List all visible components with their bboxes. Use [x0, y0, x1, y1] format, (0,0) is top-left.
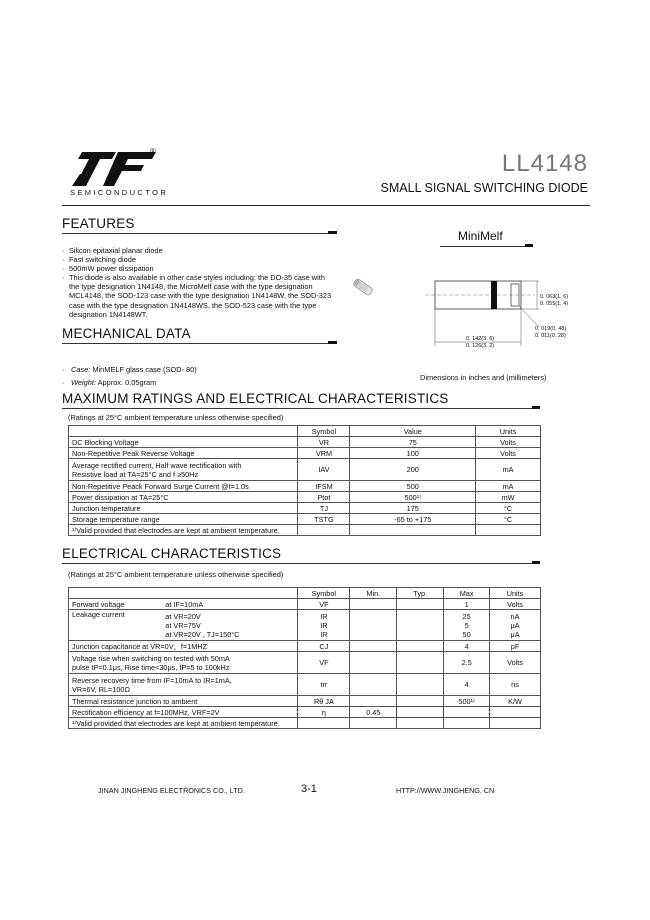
- features-underline: [62, 233, 337, 234]
- typ-cell: [397, 707, 444, 718]
- table-row: [69, 459, 541, 481]
- symbol-line: IR: [320, 629, 328, 639]
- value-cell: -65 to +175: [350, 514, 476, 525]
- table-row: [69, 437, 541, 448]
- unit-line: nA: [510, 611, 520, 621]
- unit-cell: Volts: [476, 437, 541, 448]
- max-ratings-underline: [62, 408, 540, 409]
- unit-cell: K/W: [490, 696, 541, 707]
- param-cell: Power dissipation at TA=25°C: [69, 492, 298, 503]
- symbol-cell: VRM: [298, 448, 350, 459]
- min-cell: [350, 610, 397, 641]
- param-cell: Junction temperature: [69, 503, 298, 514]
- table-row: [69, 707, 541, 718]
- param-line: Resistive load at TA=25°C and f ≥50Hz: [72, 469, 199, 479]
- param-cell: Thermal resistance junction to ambient: [69, 696, 298, 707]
- empty-cell: [397, 718, 444, 729]
- param-cell: Storage temperature range: [69, 514, 298, 525]
- symbol-cell: η: [298, 707, 350, 718]
- param-cell: Non-Repetitive Peack Forward Surge Current @t=1.0s: [69, 481, 298, 492]
- param-cell: [69, 652, 298, 674]
- unit-line: μA: [510, 629, 520, 639]
- unit-cell: °C: [476, 514, 541, 525]
- list-item: · This diode is also available in other case styles including: the DO-35 case with the type designation 1N4148, the MicroMelf case with the type designation MCL4148, the SOD-123 case with the type designation 1N4148W, the SOD-323 case with the type designation 1N4148WS, the SOD-523 case with the type designation 1N4148WT.: [62, 273, 332, 318]
- diode-photo: [348, 272, 378, 302]
- max-line: 50: [462, 629, 471, 639]
- param-line: pulse tP=0.1μs, Rise time<30μs, fP=5 to 100kHz: [72, 662, 230, 672]
- param-cell: Forward voltage: [69, 599, 163, 610]
- brand-text: SEMICONDUCTOR: [70, 188, 169, 197]
- max-cell: 500¹⁾: [444, 696, 490, 707]
- case-label: Case:: [71, 365, 91, 374]
- value-cell: 200: [350, 459, 476, 481]
- typ-cell: [397, 610, 444, 641]
- part-number: LL4148: [501, 150, 588, 177]
- param-line: Reverse recovery time from IF=10mA to IR=1mA,: [72, 675, 232, 685]
- symbol-cell: VF: [298, 599, 350, 610]
- table-row: [69, 610, 541, 641]
- table-header: Min.: [350, 588, 397, 599]
- table-row: [69, 492, 541, 503]
- dim-terminal: [535, 326, 566, 339]
- symbol-cell: IFSM: [298, 481, 350, 492]
- max-ratings-table: [68, 425, 541, 536]
- param-cell: [69, 459, 298, 481]
- table-row: [69, 599, 541, 610]
- unit-cell: ns: [490, 674, 541, 696]
- unit-cell: °C: [476, 503, 541, 514]
- value-cell: 100: [350, 448, 476, 459]
- weight-label: Weight:: [71, 377, 96, 387]
- min-cell: [350, 696, 397, 707]
- features-title: FEATURES: [62, 216, 135, 231]
- max-cell: 1: [444, 599, 490, 610]
- package-name: MiniMelf: [458, 229, 503, 243]
- symbol-line: IR: [320, 611, 328, 621]
- weight-value: Approx. 0.05gram: [97, 377, 157, 387]
- table-footnote-row: [69, 525, 541, 536]
- param-cell: DC Blocking Voltage: [69, 437, 298, 448]
- dim-length: [466, 336, 494, 349]
- list-item: · Silicon epitaxial planar diode: [62, 246, 332, 255]
- empty-cell: [490, 718, 541, 729]
- condition-cell: at IF=10mA: [162, 599, 298, 610]
- value-cell: 75: [350, 437, 476, 448]
- footer-company: JINAN JINGHENG ELECTRONICS CO., LTD.: [98, 786, 245, 795]
- symbol-cell: VR: [298, 437, 350, 448]
- dim-terminal-min: 0. 011(0. 28): [535, 332, 566, 339]
- symbol-cell: TSTG: [298, 514, 350, 525]
- param-cell: Non-Repetitive Peak Reverse Voltage: [69, 448, 298, 459]
- max-line: 25: [462, 611, 471, 621]
- param-cell: Rectification efficiency at f=100MHz, VRF=2V: [69, 707, 298, 718]
- table-row: [69, 448, 541, 459]
- symbol-cell: trr: [298, 674, 350, 696]
- header-divider: [62, 205, 590, 206]
- table-row: [69, 696, 541, 707]
- dim-diameter: [540, 294, 568, 307]
- unit-cell: [490, 707, 541, 718]
- table-header: Units: [476, 426, 541, 437]
- table-header: Typ.: [397, 588, 444, 599]
- features-underline-mark: [328, 231, 337, 234]
- dimension-note: Dimensions in inches and (millimeters): [420, 373, 547, 382]
- table-row: [69, 514, 541, 525]
- table-footnote-row: [69, 718, 541, 729]
- max-line: 5: [464, 620, 469, 630]
- unit-cell: mA: [476, 481, 541, 492]
- mechanical-underline: [62, 343, 337, 344]
- weight-line: [62, 377, 197, 390]
- max-ratings-note: (Ratings at 25°C ambient temperature unless otherwise specified): [68, 413, 284, 422]
- unit-cell: Volts: [476, 448, 541, 459]
- symbol-cell: VF: [298, 652, 350, 674]
- max-cell: [444, 610, 490, 641]
- table-row: [69, 674, 541, 696]
- registered-mark: ®: [150, 147, 156, 156]
- table-header-row: [69, 426, 541, 437]
- jingheng-logo: [72, 152, 156, 186]
- condition-line: at VR=75V: [165, 620, 201, 630]
- table-header-param: [69, 588, 298, 599]
- param-line: Voltage rise when switching on tested with 50mA: [72, 653, 230, 663]
- page-subtitle: SMALL SIGNAL SWITCHING DIODE: [380, 181, 588, 195]
- param-line: Average rectified current, Half wave rectification with: [72, 460, 242, 470]
- table-row: [69, 641, 541, 652]
- empty-cell: [476, 525, 541, 536]
- electrical-note: (Ratings at 25°C ambient temperature unless otherwise specified): [68, 570, 284, 579]
- min-cell: [350, 652, 397, 674]
- footnote-cell: ¹⁾Valid provided that electrodes are kept at ambient temperature.: [69, 718, 298, 729]
- unit-cell: [490, 610, 541, 641]
- features-list: [62, 246, 332, 319]
- typ-cell: [397, 599, 444, 610]
- table-row: [69, 503, 541, 514]
- electrical-table: [68, 587, 541, 729]
- max-cell: 4: [444, 641, 490, 652]
- param-line: VR=6V, RL=100Ω: [72, 684, 130, 694]
- table-header-param: [69, 426, 298, 437]
- max-ratings-title: MAXIMUM RATINGS AND ELECTRICAL CHARACTERISTICS: [62, 391, 449, 406]
- table-row: [69, 481, 541, 492]
- unit-cell: Volts: [490, 599, 541, 610]
- empty-cell: [298, 525, 350, 536]
- unit-cell: mW: [476, 492, 541, 503]
- electrical-title: ELECTRICAL CHARACTERISTICS: [62, 546, 282, 561]
- max-cell: [444, 707, 490, 718]
- typ-cell: [397, 641, 444, 652]
- min-cell: 0.45: [350, 707, 397, 718]
- symbol-cell: TJ: [298, 503, 350, 514]
- unit-line: μA: [510, 620, 520, 630]
- typ-cell: [397, 652, 444, 674]
- min-cell: [350, 641, 397, 652]
- value-cell: 500: [350, 481, 476, 492]
- value-cell: 500¹⁾: [350, 492, 476, 503]
- empty-cell: [298, 718, 350, 729]
- case-value: MinMELF glass case (SOD- 80): [92, 365, 197, 374]
- dim-terminal-max: 0. 019(0. 48): [535, 326, 567, 332]
- param-cell: Junction capacitance at VR=0V，f=1MHZ: [69, 641, 298, 652]
- symbol-cell: IAV: [298, 459, 350, 481]
- table-row: [69, 652, 541, 674]
- list-item: · Fast switching diode: [62, 255, 332, 264]
- mechanical-data: [62, 364, 197, 389]
- unit-cell: mA: [476, 459, 541, 481]
- empty-cell: [444, 718, 490, 729]
- dim-diameter-min: 0. 055(1. 4): [540, 300, 569, 307]
- electrical-underline: [62, 563, 540, 564]
- max-cell: 2.5: [444, 652, 490, 674]
- package-underline-mark: [525, 244, 533, 247]
- condition-line: at VR=20V , TJ=150°C: [165, 629, 240, 639]
- table-header: Symbol: [298, 588, 350, 599]
- table-header: Value: [350, 426, 476, 437]
- footer-url[interactable]: HTTP://WWW.JINGHENG. CN: [396, 786, 495, 795]
- typ-cell: [397, 674, 444, 696]
- table-header: Max: [444, 588, 490, 599]
- condition-cell: [162, 610, 298, 641]
- symbol-cell: CJ: [298, 641, 350, 652]
- param-cell: Leakage current: [69, 610, 163, 641]
- max-ratings-underline-mark: [532, 406, 540, 409]
- table-header-row: [69, 588, 541, 599]
- empty-cell: [350, 718, 397, 729]
- unit-cell: Volts: [490, 652, 541, 674]
- table-header: Symbol: [298, 426, 350, 437]
- value-cell: 175: [350, 503, 476, 514]
- electrical-underline-mark: [532, 561, 540, 564]
- symbol-cell: Rθ JA: [298, 696, 350, 707]
- mechanical-underline-mark: [328, 341, 337, 344]
- dim-length-max: 0. 142(3. 6): [466, 336, 495, 342]
- list-item: · 500mW power dissipation: [62, 264, 332, 273]
- table-header: Units: [490, 588, 541, 599]
- min-cell: [350, 599, 397, 610]
- symbol-cell: [298, 610, 350, 641]
- footnote-cell: ¹⁾Valid provided that electrodes are kept at ambient temperature.: [69, 525, 298, 536]
- symbol-line: IR: [320, 620, 328, 630]
- page-number: 3-1: [301, 783, 317, 795]
- dim-diameter-max: 0. 063(1. 6): [540, 294, 569, 300]
- unit-cell: pF: [490, 641, 541, 652]
- case-line: [62, 364, 197, 377]
- package-underline: [440, 246, 532, 247]
- symbol-cell: Ptot: [298, 492, 350, 503]
- min-cell: [350, 674, 397, 696]
- param-cell: [69, 674, 298, 696]
- max-cell: 4: [444, 674, 490, 696]
- empty-cell: [350, 525, 476, 536]
- dim-length-min: 0. 126(3. 2): [466, 342, 495, 349]
- mechanical-title: MECHANICAL DATA: [62, 326, 191, 341]
- typ-cell: [397, 696, 444, 707]
- condition-line: at VR=20V: [165, 611, 201, 621]
